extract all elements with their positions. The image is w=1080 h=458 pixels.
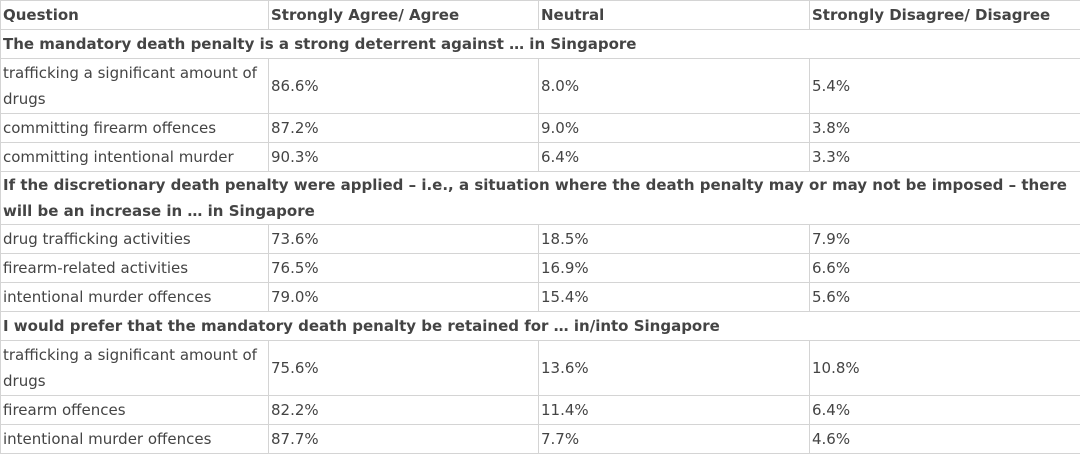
cell-question: trafficking a significant amount of drugs [1, 59, 269, 114]
cell-disagree: 5.4% [810, 59, 1080, 114]
header-neutral: Neutral [539, 1, 810, 30]
section-title: If the discretionary death penalty were applied – i.e., a situation where the death penalty may or may not be imposed – there will be an increase in … in Singapore [1, 172, 1080, 225]
cell-disagree: 10.8% [810, 341, 1080, 396]
cell-question: committing firearm offences [1, 114, 269, 143]
cell-neutral: 9.0% [539, 114, 810, 143]
cell-question: firearm-related activities [1, 254, 269, 283]
cell-neutral: 11.4% [539, 396, 810, 425]
header-row [1, 1, 1080, 30]
section-row [1, 312, 1080, 341]
section-title: The mandatory death penalty is a strong deterrent against … in Singapore [1, 30, 1080, 59]
table-row [1, 225, 1080, 254]
table-row [1, 254, 1080, 283]
cell-disagree: 7.9% [810, 225, 1080, 254]
table-row [1, 396, 1080, 425]
section-row [1, 30, 1080, 59]
table-row [1, 114, 1080, 143]
cell-neutral: 7.7% [539, 425, 810, 454]
cell-neutral: 15.4% [539, 283, 810, 312]
cell-agree: 76.5% [269, 254, 539, 283]
table-row [1, 283, 1080, 312]
cell-disagree: 3.3% [810, 143, 1080, 172]
cell-disagree: 3.8% [810, 114, 1080, 143]
cell-question: intentional murder offences [1, 425, 269, 454]
cell-question: firearm offences [1, 396, 269, 425]
table-row [1, 59, 1080, 114]
cell-question: intentional murder offences [1, 283, 269, 312]
cell-neutral: 18.5% [539, 225, 810, 254]
cell-agree: 73.6% [269, 225, 539, 254]
header-disagree: Strongly Disagree/ Disagree [810, 1, 1080, 30]
section-row [1, 172, 1080, 225]
cell-agree: 90.3% [269, 143, 539, 172]
cell-question: drug trafficking activities [1, 225, 269, 254]
cell-agree: 87.2% [269, 114, 539, 143]
table-row [1, 425, 1080, 454]
cell-disagree: 6.4% [810, 396, 1080, 425]
section-title: I would prefer that the mandatory death penalty be retained for … in/into Singapore [1, 312, 1080, 341]
table-row [1, 341, 1080, 396]
table-row [1, 143, 1080, 172]
cell-agree: 75.6% [269, 341, 539, 396]
header-question: Question [1, 1, 269, 30]
cell-neutral: 6.4% [539, 143, 810, 172]
cell-neutral: 8.0% [539, 59, 810, 114]
cell-disagree: 4.6% [810, 425, 1080, 454]
header-agree: Strongly Agree/ Agree [269, 1, 539, 30]
cell-neutral: 16.9% [539, 254, 810, 283]
cell-agree: 87.7% [269, 425, 539, 454]
cell-disagree: 6.6% [810, 254, 1080, 283]
cell-agree: 86.6% [269, 59, 539, 114]
cell-disagree: 5.6% [810, 283, 1080, 312]
cell-question: trafficking a significant amount of drugs [1, 341, 269, 396]
cell-agree: 82.2% [269, 396, 539, 425]
cell-agree: 79.0% [269, 283, 539, 312]
cell-neutral: 13.6% [539, 341, 810, 396]
cell-question: committing intentional murder [1, 143, 269, 172]
